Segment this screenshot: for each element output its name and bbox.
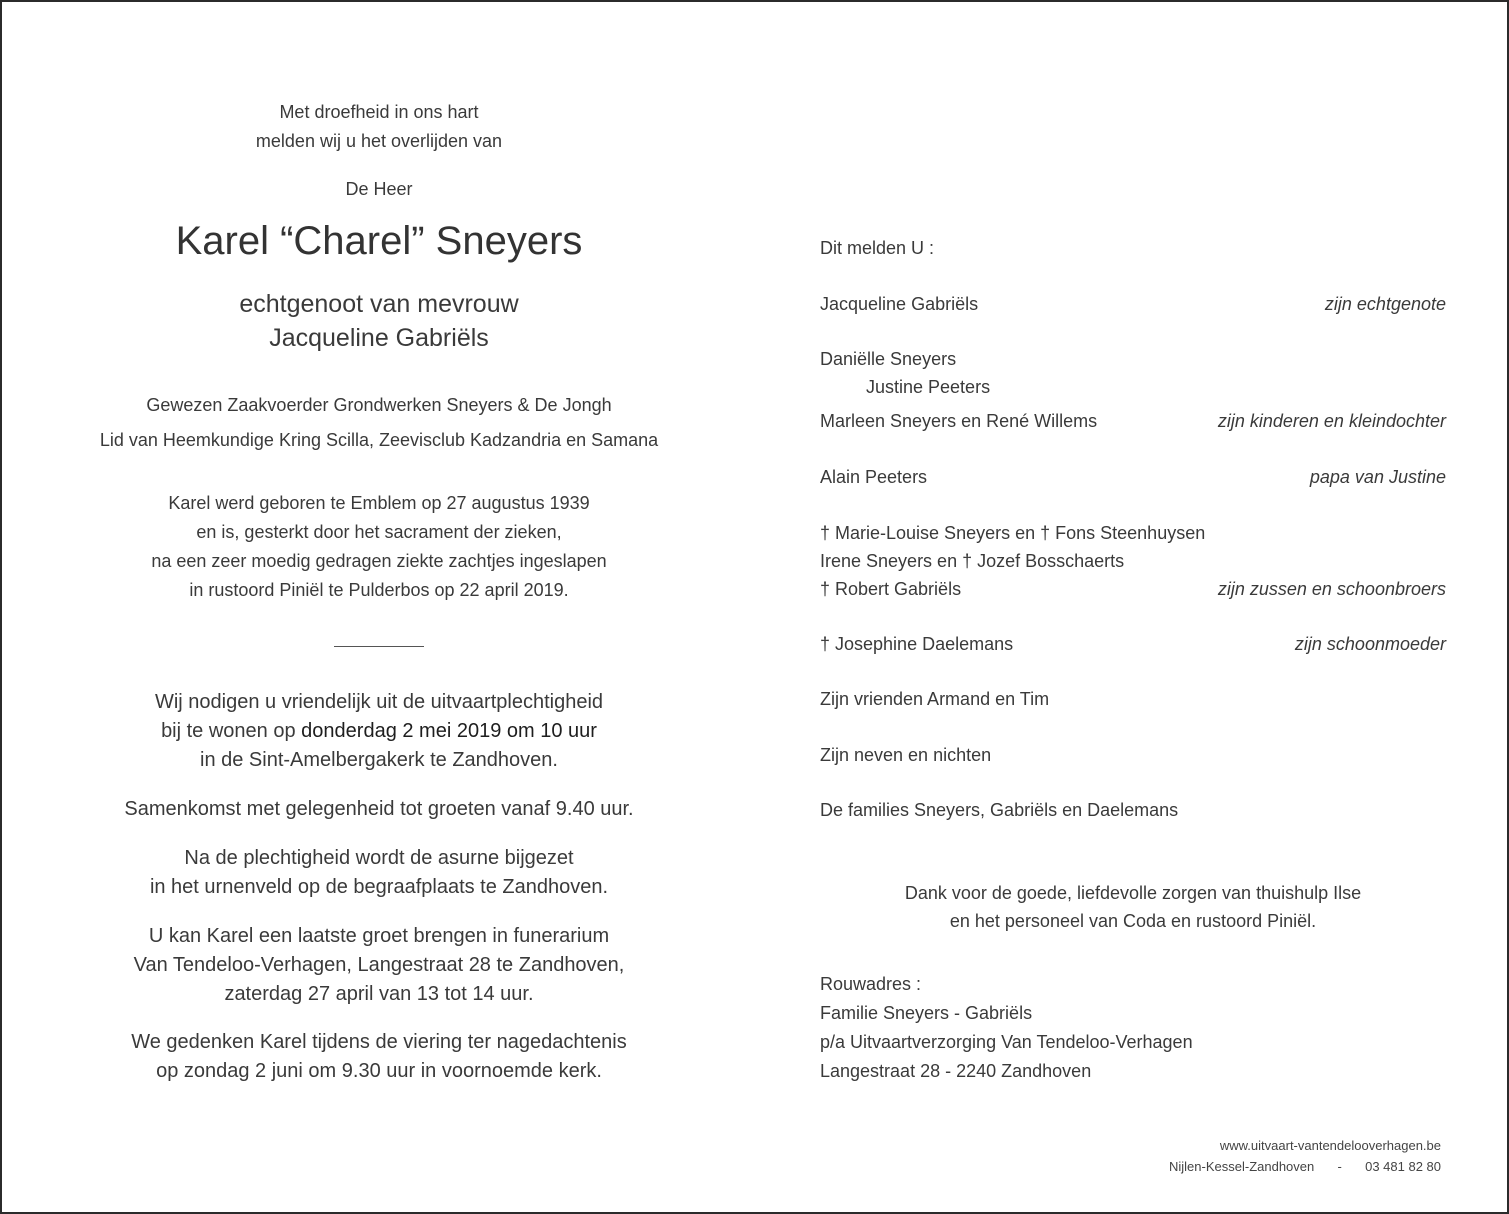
sibling-2: Irene Sneyers en † Jozef Bosschaerts [820,551,1125,571]
alain-name: Alain Peeters [820,467,928,487]
funeral-date: donderdag 2 mei 2019 om 10 uur [301,720,597,742]
bio-line-3: na een zeer moedig gedragen ziekte zachtjes ingeslapen [151,551,607,571]
spouse-name: Jacqueline Gabriëls [820,294,979,314]
mother-in-law-relation: zijn schoonmoeder [1294,634,1446,654]
siblings-row [820,575,1446,603]
funerarium-line-2: Van Tendeloo-Verhagen, Langestraat 28 te Zandhoven, [133,954,625,976]
alain-relation: papa van Justine [1309,467,1446,487]
thanks-line-2: en het personeel van Coda en rustoord Piniël. [949,911,1317,931]
role-line-2: Lid van Heemkundige Kring Scilla, Zeevisclub Kadzandria en Samana [99,430,659,450]
sibling-1: † Marie-Louise Sneyers en † Fons Steenhuysen [820,523,1206,543]
alain-row [820,463,1446,491]
salutation: De Heer [345,179,413,199]
families: De families Sneyers, Gabriëls en Daelemans [820,800,1179,820]
role-line-1: Gewezen Zaakvoerder Grondwerken Sneyers & De Jongh [146,395,612,415]
footer-contact [1169,1156,1441,1178]
funerarium-line-1: U kan Karel een laatste groet brengen in funerarium [148,925,610,947]
mother-in-law-row [820,630,1446,658]
intro-line-2: melden wij u het overlijden van [255,131,503,151]
invite-line-1: Wij nodigen u vriendelijk uit de uitvaartplechtigheid [154,691,604,713]
address-line-2: p/a Uitvaartverzorging Van Tendeloo-Verhagen [820,1032,1193,1052]
siblings-relation: zijn zussen en schoonbroers [1217,579,1446,599]
spouse-row [820,290,1446,318]
child-2: Marleen Sneyers en René Willems [820,411,1098,431]
invite-prefix: bij te wonen op [161,720,302,742]
address-line-3: Langestraat 28 - 2240 Zandhoven [820,1061,1092,1081]
divider [334,646,424,647]
thanks-line-1: Dank voor de goede, liefdevolle zorgen van thuishulp Ilse [904,883,1362,903]
address-label: Rouwadres : [820,974,922,994]
footer-phone[interactable]: 03 481 82 80 [1365,1159,1441,1174]
spouse-line-1: echtgenoot van mevrouw [239,290,519,318]
children-relation: zijn kinderen en kleindochter [1217,411,1446,431]
memorial-line-2: op zondag 2 juni om 9.30 uur in voornoemde kerk. [156,1060,602,1082]
grandchild: Justine Peeters [866,377,991,397]
bio-line-4: in rustoord Piniël te Pulderbos op 22 april 2019. [189,580,569,600]
invite-line-2 [2,717,756,746]
footer-separator: - [1337,1159,1342,1174]
announced-by-heading: Dit melden U : [820,238,935,258]
friends: Zijn vrienden Armand en Tim [820,689,1050,709]
spouse-relation: zijn echtgenote [1324,294,1446,314]
deceased-name: Karel “Charel” Sneyers [175,219,583,263]
bio-line-2: en is, gesterkt door het sacrament der zieken, [196,522,562,542]
spouse-line-2: Jacqueline Gabriëls [269,324,489,352]
urn-line-1: Na de plechtigheid wordt de asurne bijgezet [184,847,574,869]
footer-place: Nijlen-Kessel-Zandhoven [1169,1159,1315,1174]
cousins: Zijn neven en nichten [820,745,992,765]
gathering-line: Samenkomst met gelegenheid tot groeten vanaf 9.40 uur. [124,798,634,820]
children-row [820,407,1446,435]
sibling-3: † Robert Gabriëls [820,579,962,599]
mother-in-law-name: † Josephine Daelemans [820,634,1014,654]
child-1: Daniëlle Sneyers [820,349,957,369]
intro-line-1: Met droefheid in ons hart [279,102,479,122]
website-link[interactable]: www.uitvaart-vantendelooverhagen.be [1219,1138,1441,1153]
invite-line-3: in de Sint-Amelbergakerk te Zandhoven. [200,749,558,771]
memorial-line-1: We gedenken Karel tijdens de viering ter nagedachtenis [131,1031,627,1053]
urn-line-2: in het urnenveld op de begraafplaats te Zandhoven. [149,876,609,898]
address-line-1: Familie Sneyers - Gabriëls [820,1003,1033,1023]
bio-line-1: Karel werd geboren te Emblem op 27 augustus 1939 [168,493,590,513]
funerarium-line-3: zaterdag 27 april van 13 tot 14 uur. [224,983,534,1005]
